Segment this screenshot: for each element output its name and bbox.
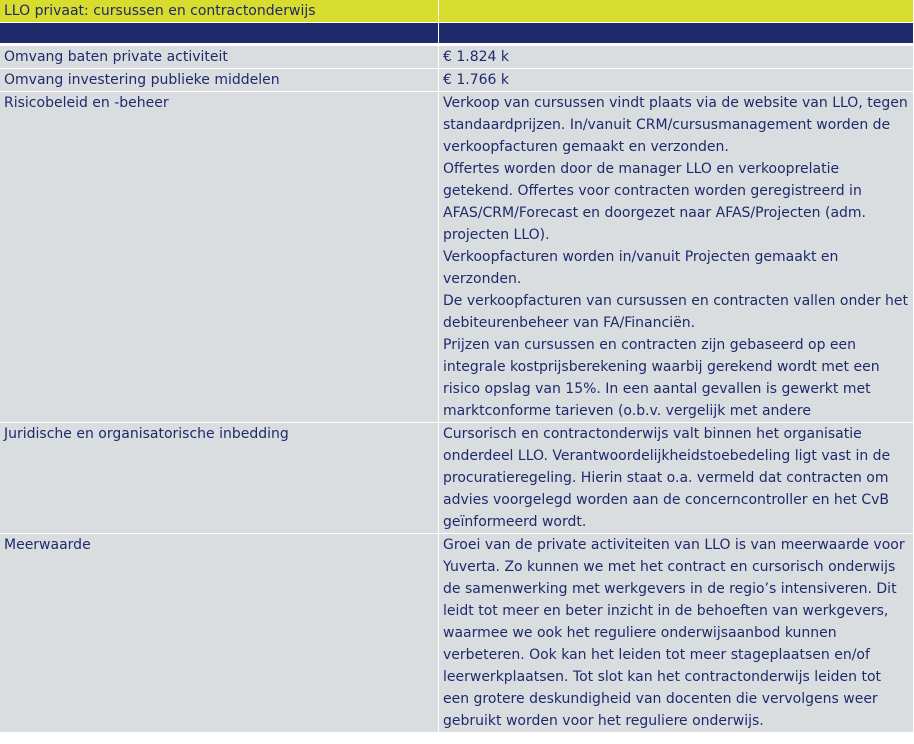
value-paragraph: € 1.766 k bbox=[443, 72, 509, 88]
row-value bbox=[439, 423, 914, 534]
value-paragraph: Prijzen van cursussen en contracten zijn gebaseerd op een integrale kostprijsberekening waarbij gerekend wordt met een risico opslag van 15%. In een aantal gevallen is gewerkt met marktconforme tarieven (o.b.v. vergelijk met andere bbox=[443, 337, 880, 419]
table-row bbox=[0, 92, 914, 423]
value-paragraph: Cursorisch en contractonderwijs valt binnen het organisatie onderdeel LLO. Verantwoordelijkheidstoebedeling ligt vast in de procuratieregeling. Hierin staat o.a. vermeld dat contracten om advies voorgelegd worden aan de concerncontroller en het CvB geïnformeerd wordt. bbox=[443, 426, 891, 530]
row-value bbox=[439, 69, 914, 92]
value-paragraph: Verkoopfacturen worden in/vanuit Projecten gemaakt en verzonden. bbox=[443, 249, 839, 287]
header-row bbox=[0, 0, 914, 23]
row-label: Omvang baten private activiteit bbox=[0, 46, 439, 69]
header-band bbox=[0, 23, 914, 44]
table-row bbox=[0, 423, 914, 534]
row-value bbox=[439, 46, 914, 69]
value-paragraph: € 1.824 k bbox=[443, 49, 509, 65]
value-paragraph: Offertes worden door de manager LLO en verkooprelatie getekend. Offertes voor contracten worden geregistreerd in AFAS/CRM/Forecast en doorgezet naar AFAS/Projecten (adm. projecten LLO). bbox=[443, 161, 866, 243]
row-value bbox=[439, 92, 914, 423]
value-paragraph: Groei van de private activiteiten van LLO is van meerwaarde voor Yuverta. Zo kunnen we met het contract en cursorisch onderwijs de samenwerking met werkgevers in de regio’s intensiveren. Dit leidt tot meer en beter inzicht in de behoeften van werkgevers, waarmee we ook het reguliere onderwijsaanbod kunnen verbeteren. Ook kan het leiden tot meer stageplaatsen en/of leerwerkplaatsen. Tot slot kan het contractonderwijs leiden tot een grotere deskundigheid van docenten die vervolgens weer gebruikt worden voor het reguliere onderwijs. bbox=[443, 537, 905, 729]
row-label: Risicobeleid en -beheer bbox=[0, 92, 439, 423]
table-title: LLO privaat: cursussen en contractonderwijs bbox=[0, 0, 439, 23]
value-paragraph: Verkoop van cursussen vindt plaats via de website van LLO, tegen standaardprijzen. In/vanuit CRM/cursusmanagement worden de verkoopfacturen gemaakt en verzonden. bbox=[443, 95, 908, 155]
row-label: Juridische en organisatorische inbedding bbox=[0, 423, 439, 534]
table-row bbox=[0, 46, 914, 69]
header-empty-cell bbox=[439, 0, 914, 23]
table-row bbox=[0, 534, 914, 733]
row-label: Omvang investering publieke middelen bbox=[0, 69, 439, 92]
row-label: Meerwaarde bbox=[0, 534, 439, 733]
value-paragraph: De verkoopfacturen van cursussen en contracten vallen onder het debiteurenbeheer van FA/Financiën. bbox=[443, 293, 909, 331]
table-row bbox=[0, 69, 914, 92]
row-value bbox=[439, 534, 914, 733]
